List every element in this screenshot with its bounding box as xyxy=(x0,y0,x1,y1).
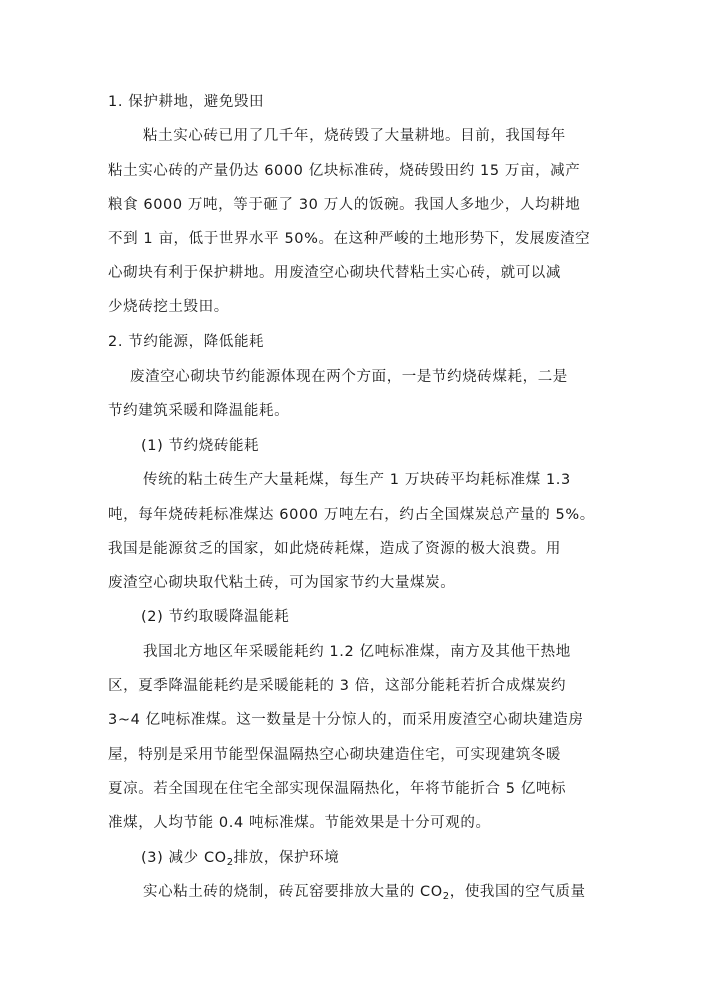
paragraph-line: 心砌块有利于保护耕地。用废渣空心砌块代替粘土实心砖，就可以减 xyxy=(108,265,561,281)
paragraph-line: 夏凉。若全国现在住宅全部实现保温隔热化，年将节能折合 5 亿吨标 xyxy=(108,781,567,797)
subscript-2: 2 xyxy=(442,891,450,902)
paragraph-line: 节约建筑采暖和降温能耗。 xyxy=(108,403,290,419)
line-text: 实心粘土砖的烧制，砖瓦窑要排放大量的 CO xyxy=(143,884,443,900)
paragraph-line: 屋，特别是采用节能型保温隔热空心砌块建造住宅，可实现建筑冬暖 xyxy=(108,747,561,763)
paragraph-line: 3~4 亿吨标准煤。这一数量是十分惊人的，而采用废渣空心砌块建造房 xyxy=(108,712,584,728)
heading-text: (3) 减少 CO xyxy=(141,850,227,866)
paragraph-line: 准煤，人均节能 0.4 吨标准煤。节能效果是十分可观的。 xyxy=(108,815,491,831)
paragraph-line: 区，夏季降温能耗约是采暖能耗的 3 倍，这部分能耗若折合成煤炭约 xyxy=(108,678,567,694)
paragraph-line: 少烧砖挖土毁田。 xyxy=(108,299,229,315)
paragraph-line: 我国是能源贫乏的国家，如此烧砖耗煤，造成了资源的极大浪费。用 xyxy=(108,541,561,557)
paragraph-line: 传统的粘土砖生产大量耗煤，每生产 1 万块砖平均耗标准煤 1.3 xyxy=(143,472,571,488)
subsection-heading xyxy=(141,848,339,868)
paragraph-line: 不到 1 亩，低于世界水平 50%。在这种严峻的土地形势下，发展废渣空 xyxy=(108,231,591,247)
section-heading: 1. 保护耕地，避免毁田 xyxy=(108,94,265,110)
subscript-2: 2 xyxy=(226,857,234,868)
line-text: ，使我国的空气质量 xyxy=(449,884,586,900)
paragraph-line: 废渣空心砌块取代粘土砖，可为国家节约大量煤炭。 xyxy=(108,575,456,591)
subsection-heading: (2) 节约取暖降温能耗 xyxy=(141,609,290,625)
paragraph-line: 粘土实心砖的产量仍达 6000 亿块标准砖，烧砖毁田约 15 万亩，减产 xyxy=(108,163,581,179)
paragraph-line: 粘土实心砖已用了几千年，烧砖毁了大量耕地。目前，我国每年 xyxy=(143,128,566,144)
heading-text: 排放，保护环境 xyxy=(233,850,340,866)
paragraph-line: 吨，每年烧砖耗标准煤达 6000 万吨左右，约占全国煤炭总产量的 5%。 xyxy=(108,507,595,523)
paragraph-line: 粮食 6000 万吨，等于砸了 30 万人的饭碗。我国人多地少，人均耕地 xyxy=(108,197,581,213)
paragraph-line xyxy=(143,882,586,902)
section-heading: 2. 节约能源，降低能耗 xyxy=(108,334,265,350)
subsection-heading: (1) 节约烧砖能耗 xyxy=(141,438,260,454)
paragraph-line: 废渣空心砌块节约能源体现在两个方面，一是节约烧砖煤耗，二是 xyxy=(130,369,568,385)
paragraph-line: 我国北方地区年采暖能耗约 1.2 亿吨标准煤，南方及其他干热地 xyxy=(143,644,571,660)
